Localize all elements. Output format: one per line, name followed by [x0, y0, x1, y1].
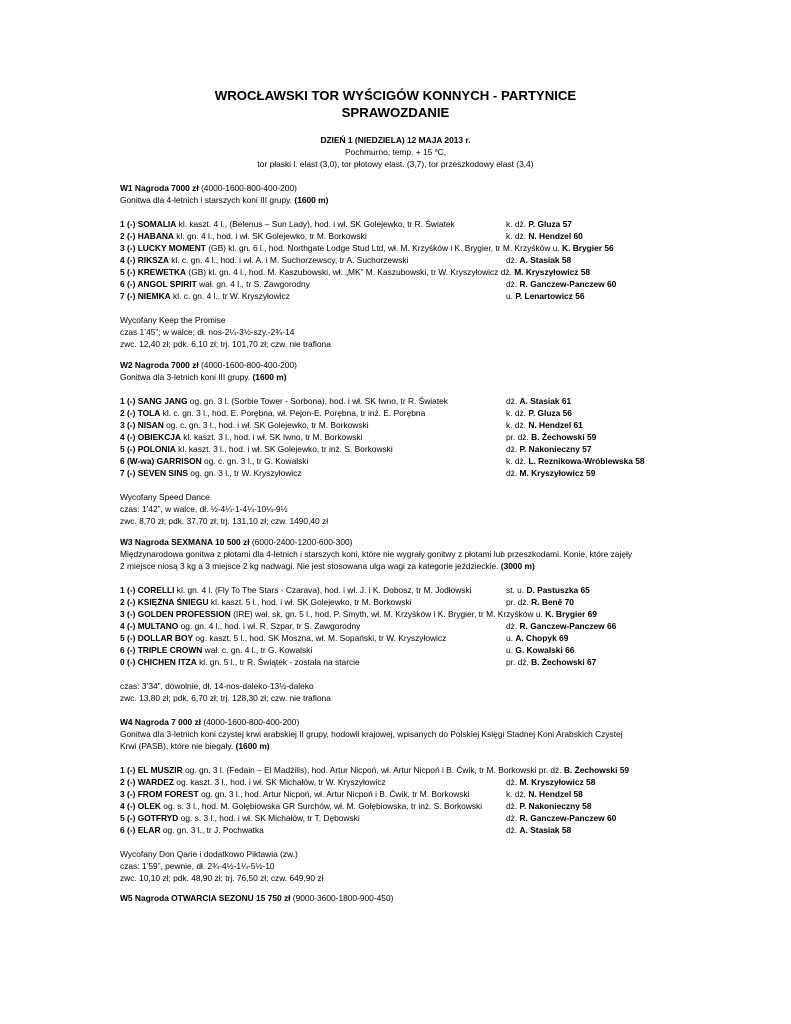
jockey-name: M. Kryszyłowicz 59	[519, 468, 596, 478]
jockey-name: A. Chopyk 69	[515, 633, 569, 643]
jockey-name: P. Nakonieczny 57	[519, 444, 592, 454]
race-distance: (1600 m)	[294, 195, 329, 205]
race-note-text: Wycofany Speed Dance	[120, 492, 210, 502]
horse-name: TOLA	[137, 408, 161, 418]
horse-name: DOLLAR BOY	[137, 633, 194, 643]
jockey-title: k. dż.	[506, 420, 529, 430]
result-jockey	[506, 776, 595, 788]
horse-name: KSIĘŻNA ŚNIEGU	[137, 597, 209, 607]
jockey-name: B. Żechowski 59	[563, 765, 630, 775]
jockey-name: R. Beně 70	[531, 597, 574, 607]
horse-details: og. gn. 3 l., tr J. Pochwatka	[160, 825, 264, 835]
horse-name: MULTANO	[137, 621, 179, 631]
race-description-text: Gonitwa dla 3-letnich koni III grupy.	[120, 372, 253, 382]
race-note	[120, 680, 314, 692]
jockey-name: M. Kryszyłowicz 58	[519, 777, 596, 787]
result-horse-info	[120, 764, 629, 776]
result-row	[0, 764, 700, 776]
result-place: 7 (-)	[120, 468, 138, 478]
race-note-text: zwc. 13,80 zł; pdk. 6,70 zł; trj. 128,30 zł; czw. nie trafiona	[120, 693, 331, 703]
day-heading: DZIEŃ 1 (NIEDZIELA) 12 MAJA 2013 r.	[320, 135, 471, 145]
result-row	[0, 266, 700, 278]
result-place: 6 (-)	[120, 825, 138, 835]
horse-name: GOLDEN PROFESSION	[137, 609, 231, 619]
result-horse-info	[120, 824, 264, 836]
result-jockey	[506, 620, 616, 632]
result-horse-info	[120, 242, 614, 254]
result-row	[0, 596, 700, 608]
result-horse-info	[120, 776, 386, 788]
horse-details: og. gn. 3 l. (Sorbie Tower - Sorbona), hod. i wł. SK Iwno, tr R. Światek	[187, 396, 448, 406]
jockey-name: P. Gluza 56	[528, 408, 572, 418]
result-horse-info	[120, 812, 360, 824]
result-horse-info	[120, 788, 470, 800]
horse-name: KREWETKA	[137, 267, 187, 277]
race-title: W3 Nagroda SEXMANA 10 500 zł	[120, 537, 250, 547]
jockey-name: R. Ganczew-Panczew 60	[519, 279, 617, 289]
horse-details: (IRE) wał. sk. gn. 5 l., hod. P. Smyth, wł. M. Krzyśków i K. Brygier, tr M. Krzyśków u.	[230, 609, 546, 619]
jockey-title: u.	[506, 291, 516, 301]
race-note-text: zwc. 12,40 zł; pdk. 6,10 zł; trj. 101,70 zł; czw. nie trafiona	[120, 339, 331, 349]
jockey-name: P. Lenartowicz 56	[515, 291, 585, 301]
jockey-title: pr. dż.	[506, 657, 532, 667]
result-place: 2 (-)	[120, 231, 138, 241]
jockey-name: K. Brygier 69	[545, 609, 597, 619]
race-description	[120, 194, 328, 206]
result-place: 3 (-)	[120, 243, 138, 253]
race-prizes: (4000-1600-800-400-200)	[201, 717, 300, 727]
jockey-title: k. dż.	[506, 789, 529, 799]
result-row	[0, 407, 700, 419]
result-horse-info	[120, 644, 312, 656]
jockey-name: R. Ganczew-Panczew 66	[519, 621, 617, 631]
race-description	[120, 740, 270, 752]
jockey-title: dż.	[506, 279, 520, 289]
result-place: 3 (-)	[120, 420, 138, 430]
result-horse-info	[120, 218, 455, 230]
result-jockey	[506, 443, 592, 455]
horse-details: og. gn. 4 l., hod. i wł. R. Szpar, tr S. Zawgorodny	[178, 621, 361, 631]
horse-name: GOTFRYD	[137, 813, 179, 823]
result-jockey	[506, 824, 571, 836]
horse-details: kl. kaszt. 3 l., hod. i wł. SK Golejewko, tr inż. S. Borkowski	[175, 444, 393, 454]
result-jockey	[506, 788, 583, 800]
weather-unit: C,	[437, 147, 447, 157]
race-note	[120, 326, 294, 338]
jockey-name: G. Kowalski 66	[515, 645, 575, 655]
race-description	[120, 548, 632, 560]
result-jockey	[506, 407, 572, 419]
horse-name: WARDEZ	[137, 777, 174, 787]
horse-details: kl. gn. 5 l., tr R. Świątek - została na starcie	[196, 657, 360, 667]
horse-name: FROM FOREST	[137, 789, 199, 799]
result-place: 4 (-)	[120, 621, 138, 631]
result-place: 6 (-)	[120, 279, 138, 289]
horse-details: kl. kaszt. 5 l., hod. i wł. SK Golejewko, tr M. Borkowski	[208, 597, 412, 607]
track-conditions: tor płaski l. elast (3,0), tor płotowy elast. (3,7), tor przeszkodowy elast (3,4)	[257, 159, 534, 169]
degree-sign: o	[434, 148, 438, 154]
race-description-text: Gonitwa dla 3-letnich koni czystej krwi arabskiej II grupy, hodowli krajowej, wpisanych do Polskiej Księgi Stadnej Koni Arabskich Czystej	[120, 729, 623, 739]
result-row	[0, 467, 700, 479]
race-prizes: (4000-1600-800-400-200)	[198, 360, 297, 370]
jockey-title: dż.	[506, 813, 520, 823]
result-jockey	[506, 290, 585, 302]
jockey-title: dż.	[506, 255, 520, 265]
result-jockey	[506, 278, 616, 290]
jockey-title: pr. dż.	[506, 597, 532, 607]
horse-name: CHICHEN ITZA	[137, 657, 197, 667]
jockey-title: u.	[506, 645, 516, 655]
horse-name: SANG JANG	[137, 396, 188, 406]
horse-details: kl. gn. 4 l. (Fly To The Stars - Czarava), hod. i wł. J. i K. Dobosz, tr M. Jodłowski	[174, 585, 472, 595]
race-description-text: Międzynarodowa gonitwa z płotami dla 4-letnich i starszych koni, które nie wygrały gonitwy z płotami lub przeszkodami. Konie, które zajęły	[120, 549, 633, 559]
result-place: 2 (-)	[120, 777, 138, 787]
horse-details: og. s. 3 l., hod. i wł. SK Michałów, tr T. Dębowski	[178, 813, 360, 823]
horse-details: og. gn. 3 l., hod. Artur Nicpoń, wł. Artur Nicpoń i B. Ćwik, tr M. Borkowski	[198, 789, 470, 799]
jockey-title: k. dż.	[506, 408, 529, 418]
horse-details: kl. kaszt. 3 l., hod. i wł. SK Iwno, tr M. Borkowski	[180, 432, 363, 442]
race-note-text: Wycofany Keep the Promise	[120, 315, 226, 325]
jockey-title: k. dż.	[506, 456, 529, 466]
jockey-title: k. dż.	[506, 231, 529, 241]
result-jockey	[506, 812, 616, 824]
result-horse-info	[120, 584, 472, 596]
result-row	[0, 395, 700, 407]
result-horse-info	[120, 407, 425, 419]
result-place: 6 (-)	[120, 645, 138, 655]
result-row	[0, 254, 700, 266]
horse-details: (GB) kl. gn. 4 l., hod. M. Kaszubowski, wł. „MK” M. Kaszubowski, tr W. Kryszyłowicz dż.	[186, 267, 515, 277]
result-place: 1 (-)	[120, 585, 138, 595]
race-note-text: zwc. 10,10 zł; pdk. 48,90 zł; trj. 76,50 zł; czw. 649,90 zł	[120, 873, 324, 883]
result-place: 0 (-)	[120, 657, 138, 667]
race-description	[120, 560, 535, 572]
horse-details: kl. c. gn. 3 l., hod. E. Porębna, wł. Pejon-E. Porębna, tr inż. E. Porębna	[160, 408, 426, 418]
result-row	[0, 242, 700, 254]
result-row	[0, 218, 700, 230]
race-prizes: (6000-2400-1200-600-300)	[249, 537, 353, 547]
jockey-name: A. Stasiak 58	[519, 825, 572, 835]
horse-name: TRIPLE CROWN	[137, 645, 203, 655]
race-note-text: Wycofany Don Qarie i dodatkowo Piktawia (zw.)	[120, 849, 298, 859]
result-row	[0, 419, 700, 431]
result-jockey	[506, 218, 572, 230]
jockey-name: B. Żechowski 67	[531, 657, 597, 667]
result-horse-info	[120, 632, 446, 644]
horse-details: kl. c. gn. 4 l., tr W. Kryszyłowicz	[170, 291, 290, 301]
race-heading	[120, 182, 297, 194]
result-place: 1 (-)	[120, 219, 138, 229]
horse-name: SOMALIA	[137, 219, 177, 229]
result-row	[0, 608, 700, 620]
race-heading	[120, 359, 297, 371]
race-description-text: Gonitwa dla 4-letnich i starszych koni III grupy.	[120, 195, 295, 205]
horse-name: LUCKY MOMENT	[137, 243, 206, 253]
horse-details: wał. gn. 4 l., tr S. Zawgorodny	[196, 279, 310, 289]
weather-line	[0, 146, 791, 158]
horse-details: og. kaszt. 3 l., hod. i wł. SK Michałów, tr W. Kryszyłowicz	[173, 777, 386, 787]
horse-details: wał. c. gn. 4 l., tr G. Kowalski	[202, 645, 313, 655]
result-row	[0, 644, 700, 656]
jockey-name: R. Ganczew-Panczew 60	[519, 813, 617, 823]
race-note	[120, 338, 331, 350]
horse-name: GARRISON	[156, 456, 202, 466]
result-row	[0, 800, 700, 812]
result-jockey	[506, 254, 571, 266]
result-horse-info	[120, 455, 308, 467]
horse-name: CORELLI	[137, 585, 175, 595]
jockey-title: pr. dż.	[506, 432, 532, 442]
result-jockey	[506, 467, 595, 479]
race-title: W5 Nagroda OTWARCIA SEZONU 15 750 zł	[120, 893, 291, 903]
result-horse-info	[120, 467, 302, 479]
result-place: 2 (-)	[120, 597, 138, 607]
jockey-title: k. dż.	[506, 219, 529, 229]
result-place: 4 (-)	[120, 432, 138, 442]
race-note	[120, 491, 210, 503]
race-note-text: czas: 1’59”, pewnie, dł. 2¾-4½-1¼-5½-10	[120, 861, 275, 871]
result-jockey	[506, 431, 596, 443]
result-horse-info	[120, 254, 408, 266]
jockey-name: D. Pastuszka 65	[526, 585, 590, 595]
horse-name: ELAR	[137, 825, 161, 835]
horse-details: og. c. gn. 3 l., hod. i wł. SK Golejewko, tr M. Borkowski	[163, 420, 369, 430]
race-distance: (3000 m)	[500, 561, 535, 571]
result-row	[0, 584, 700, 596]
result-horse-info	[120, 443, 393, 455]
jockey-title: dż.	[506, 468, 520, 478]
horse-name: POLONIA	[137, 444, 176, 454]
jockey-title: u.	[506, 633, 516, 643]
horse-name: OBIEKCJA	[137, 432, 181, 442]
result-row	[0, 776, 700, 788]
jockey-name: P. Nakonieczny 58	[519, 801, 592, 811]
weather-text: Pochmurno, temp. + 15	[344, 147, 435, 157]
result-horse-info	[120, 656, 360, 668]
result-row	[0, 788, 700, 800]
jockey-name: K. Brygier 56	[562, 243, 614, 253]
race-note	[120, 860, 275, 872]
race-heading	[120, 536, 352, 548]
race-description	[120, 728, 623, 740]
race-note	[120, 692, 331, 704]
jockey-title: dż.	[506, 825, 520, 835]
horse-name: NISAN	[137, 420, 164, 430]
result-jockey	[506, 584, 590, 596]
race-description-text: 2 miejsce niosą 3 kg a 3 miejsce 2 kg nadwagi. Nie jest stosowana ulga wagi za kategorie jeździeckie.	[120, 561, 501, 571]
race-distance: (1600 m)	[235, 741, 270, 751]
race-description	[120, 371, 287, 383]
horse-details: kl. kaszt. 4 l., (Belenus – Sun Lady), hod. i wł. SK Golejewko, tr R. Światek	[176, 219, 455, 229]
jockey-name: A. Stasiak 61	[519, 396, 572, 406]
jockey-title: dż.	[506, 801, 520, 811]
result-place: 3 (-)	[120, 609, 138, 619]
race-title: W1 Nagroda 7000 zł	[120, 183, 199, 193]
result-row	[0, 431, 700, 443]
jockey-name: A. Stasiak 58	[519, 255, 572, 265]
result-horse-info	[120, 419, 369, 431]
result-place: 5 (-)	[120, 633, 138, 643]
race-note-text: czas 1’45”; w walce; dł. nos-2¼-3½-szy.-2¾-14	[120, 327, 295, 337]
race-distance: (1600 m)	[252, 372, 287, 382]
document-title: WROCŁAWSKI TOR WYŚCIGÓW KONNYCH - PARTYNICE	[214, 88, 577, 103]
result-jockey	[506, 419, 583, 431]
result-horse-info	[120, 800, 482, 812]
race-title: W2 Nagroda 7000 zł	[120, 360, 199, 370]
jockey-title: dż.	[506, 621, 520, 631]
result-place: 5 (-)	[120, 267, 138, 277]
result-horse-info	[120, 620, 360, 632]
result-row	[0, 824, 700, 836]
result-place: 6 (W-wa)	[120, 456, 157, 466]
result-place: 5 (-)	[120, 813, 138, 823]
horse-name: NIEMKA	[137, 291, 171, 301]
result-place: 4 (-)	[120, 255, 138, 265]
race-heading	[120, 892, 393, 904]
result-place: 3 (-)	[120, 789, 138, 799]
result-place: 5 (-)	[120, 444, 138, 454]
jockey-name: M. Kryszyłowicz 58	[514, 267, 591, 277]
result-horse-info	[120, 608, 597, 620]
result-place: 1 (-)	[120, 396, 138, 406]
jockey-title: dż.	[506, 444, 520, 454]
result-place: 2 (-)	[120, 408, 138, 418]
horse-name: ANGOL SPIRIT	[137, 279, 197, 289]
result-jockey	[506, 596, 574, 608]
result-row	[0, 812, 700, 824]
result-jockey	[506, 632, 568, 644]
jockey-name: B. Żechowski 59	[531, 432, 597, 442]
result-row	[0, 290, 700, 302]
result-row	[0, 230, 700, 242]
result-row	[0, 656, 700, 668]
horse-details: og. s. 3 l., hod. M. Gołębiowska GR Surchów, wł. M. Gołębiowska, tr inż. S. Borkowski	[160, 801, 483, 811]
jockey-name: N. Hendzel 58	[528, 789, 583, 799]
horse-details: og. gn. 3 l., tr W. Kryszyłowicz	[187, 468, 302, 478]
race-note	[120, 314, 226, 326]
result-jockey	[506, 455, 645, 467]
horse-name: HABANA	[137, 231, 174, 241]
result-place: 1 (-)	[120, 765, 138, 775]
horse-details: (GB) kl. gn. 6 l., hod. Northgate Lodge Stud Ltd, wł. M. Krzyśków i K. Brygier, tr M. Krzyśków u.	[205, 243, 563, 253]
race-note	[120, 503, 288, 515]
horse-details: og. gn. 3 l. (Fedain – El Madżilis), hod. Artur Nicpoń, wł. Artur Nicpoń i B. Ćwik, tr M. Borkowski pr. dż.	[182, 765, 564, 775]
horse-name: RIKSZA	[137, 255, 169, 265]
jockey-name: L. Reznikowa-Wróblewska 58	[528, 456, 645, 466]
result-row	[0, 443, 700, 455]
race-description-text: Krwi (PASB), które nie biegały.	[120, 741, 236, 751]
result-horse-info	[120, 278, 310, 290]
horse-name: OLEK	[137, 801, 161, 811]
race-note	[120, 872, 323, 884]
race-prizes: (4000-1600-800-400-200)	[198, 183, 297, 193]
horse-name: SEVEN SINS	[137, 468, 188, 478]
result-jockey	[506, 800, 592, 812]
race-note-text: czas: 1’42”, w walce, dł. ½-4¼-1-4¼-10¼-9½	[120, 504, 288, 514]
horse-details: og. kaszt. 5 l., hod. SK Moszna, wł. M. Sopański, tr W. Kryszyłowicz	[193, 633, 447, 643]
race-prizes: (9000-3600-1800-900-450)	[290, 893, 394, 903]
result-horse-info	[120, 266, 590, 278]
race-note	[120, 848, 298, 860]
horse-details: kl. gn. 4 l., hod. i wł. SK Golejewko, tr M. Borkowski	[173, 231, 367, 241]
result-row	[0, 620, 700, 632]
jockey-name: P. Gluza 57	[528, 219, 572, 229]
result-place: 7 (-)	[120, 291, 138, 301]
result-horse-info	[120, 230, 367, 242]
race-note-text: zwc. 8,70 zł; pdk. 37,70 zł; trj. 131,10 zł; czw. 1490,40 zł	[120, 516, 329, 526]
horse-name: EL MUSZIR	[137, 765, 183, 775]
jockey-title: dż.	[506, 396, 520, 406]
race-note	[120, 515, 328, 527]
result-jockey	[506, 656, 596, 668]
jockey-name: N. Hendzel 61	[528, 420, 583, 430]
jockey-title: dż.	[506, 777, 520, 787]
result-horse-info	[120, 431, 362, 443]
result-row	[0, 455, 700, 467]
jockey-name: N. Hendzel 60	[528, 231, 583, 241]
race-heading	[120, 716, 299, 728]
result-row	[0, 632, 700, 644]
result-row	[0, 278, 700, 290]
result-jockey	[506, 644, 574, 656]
result-jockey	[506, 395, 571, 407]
result-jockey	[506, 230, 583, 242]
result-horse-info	[120, 596, 412, 608]
jockey-title: st. u.	[506, 585, 527, 595]
race-note-text: czas: 3’34”, dowolnie, dł. 14-nos-daleko-13½-daleko	[120, 681, 314, 691]
horse-details: og. c. gn. 3 l., tr G. Kowalski	[201, 456, 309, 466]
result-horse-info	[120, 395, 448, 407]
horse-details: kl. c. gn. 4 l., hod. i wł. A. i M. Suchorzewscy, tr A. Suchorzewski	[168, 255, 409, 265]
race-title: W4 Nagroda 7 000 zł	[120, 717, 201, 727]
document-subtitle: SPRAWOZDANIE	[341, 105, 450, 120]
result-place: 4 (-)	[120, 801, 138, 811]
result-horse-info	[120, 290, 290, 302]
